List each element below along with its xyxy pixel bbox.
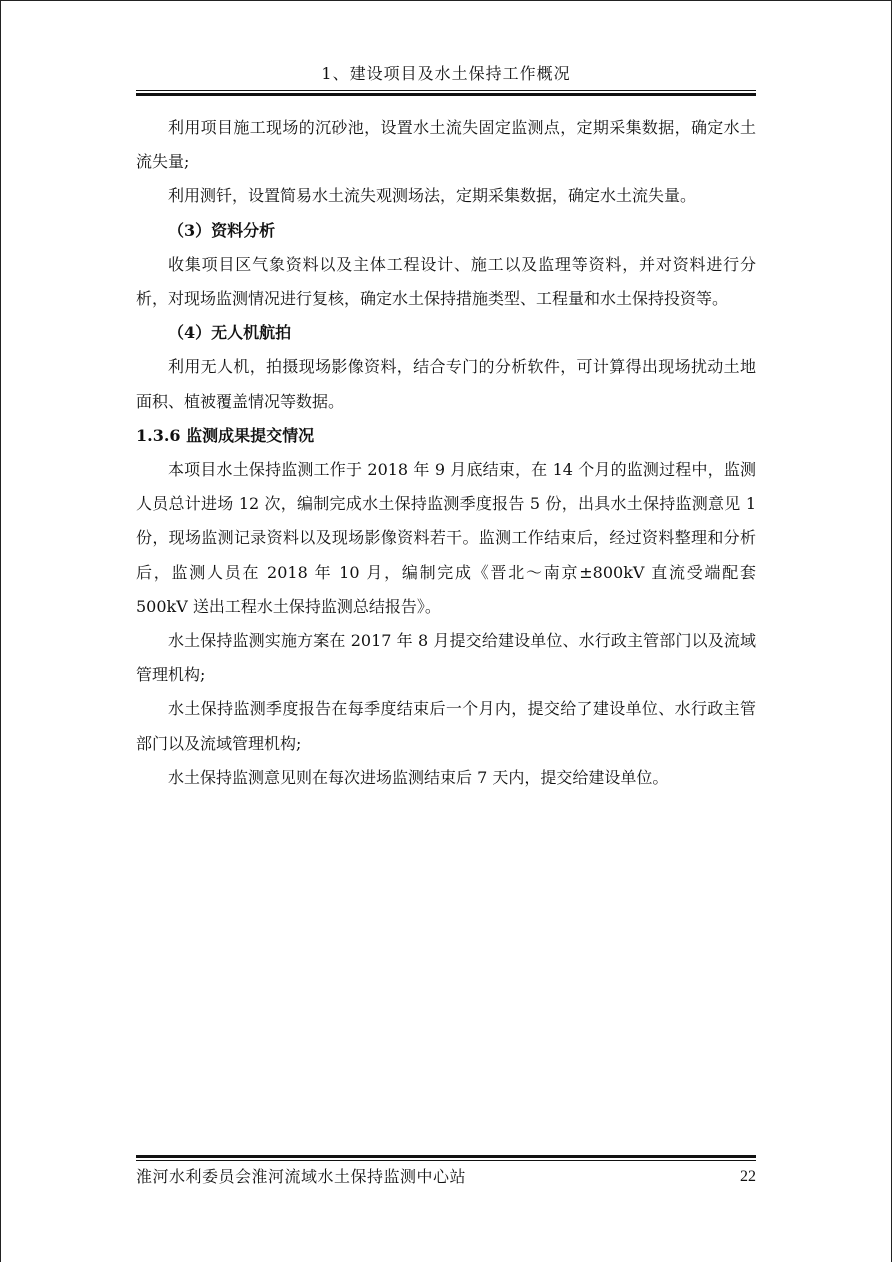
subheading-drone-aerial: （4）无人机航拍 xyxy=(168,323,292,343)
footer-rule-thin xyxy=(136,1160,756,1161)
paragraph-implementation-plan: 水土保持监测实施方案在 2017 年 8 月提交给建设单位、水行政主管部门以及流域管理机构; xyxy=(136,631,756,685)
document-body xyxy=(136,111,756,795)
paragraph-results-summary: 本项目水土保持监测工作于 2018 年 9 月底结束，在 14 个月的监测过程中，监测人员总计进场 12 次，编制完成水土保持监测季度报告 5 份，出具水土保持监测意见 1 份，现场监测记录资料以及现场影像资料若干。监测工作结束后，经过资料整理和分析后，监测人员在 2018 年 10 月，编制完成《晋北～南京±800kV 直流受端配套 500kV 送出工程水土保持监测总结报告》。 xyxy=(136,460,756,616)
section-heading-results-submission: 1.3.6 监测成果提交情况 xyxy=(136,425,315,445)
footer-organization: 淮河水利委员会淮河流域水土保持监测中心站 xyxy=(136,1167,467,1186)
subheading-data-analysis: （3）资料分析 xyxy=(168,220,276,240)
paragraph-sediment-pond: 利用项目施工现场的沉砂池，设置水土流失固定监测点，定期采集数据，确定水土流失量; xyxy=(136,118,756,172)
paragraph-erosion-pins: 利用测钎，设置简易水土流失观测场法，定期采集数据，确定水土流失量。 xyxy=(168,186,697,206)
header-rule-thick xyxy=(136,93,756,96)
paragraph-quarterly-reports: 水土保持监测季度报告在每季度结束后一个月内，提交给了建设单位、水行政主管部门以及流域管理机构; xyxy=(136,699,756,753)
page-border-top xyxy=(0,0,892,1)
footer-rule-thick xyxy=(136,1155,756,1158)
page-header-title: 1、建设项目及水土保持工作概况 xyxy=(321,64,571,83)
paragraph-drone-aerial: 利用无人机，拍摄现场影像资料，结合专门的分析软件，可计算得出现场扰动土地面积、植被覆盖情况等数据。 xyxy=(136,357,756,411)
header-rule-thin xyxy=(136,90,756,91)
paragraph-monitoring-opinion: 水土保持监测意见则在每次进场监测结束后 7 天内，提交给建设单位。 xyxy=(168,767,669,787)
footer-page-number: 22 xyxy=(740,1168,756,1185)
paragraph-data-analysis: 收集项目区气象资料以及主体工程设计、施工以及监理等资料，并对资料进行分析，对现场监测情况进行复核，确定水土保持措施类型、工程量和水土保持投资等。 xyxy=(136,254,756,309)
page-border-left xyxy=(0,0,1,1262)
